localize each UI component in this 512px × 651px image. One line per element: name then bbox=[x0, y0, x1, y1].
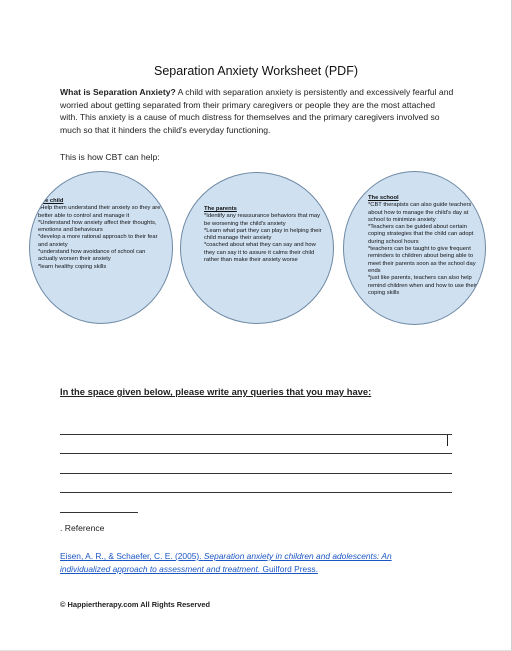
queries-prompt: In the space given below, please write any queries that you may have: bbox=[60, 386, 372, 397]
cbt-intro: This is how CBT can help: bbox=[60, 152, 160, 162]
circle-body: *Identify any reassurance behaviors that may be worsening the child's anxiety *Learn what part they can play in helping their child manage their anxiety *coached about what they can say and how they can say it to assure it calms their child rather than make their anxiety worse bbox=[204, 213, 322, 264]
reference-link[interactable] bbox=[60, 550, 440, 575]
intro-body: A child with separation anxiety is persistently and excessively fearful and worried about getting separated from their primary caregivers or people they are the most attached with. This anxiety is a cause of much distress for themselves and the primary caregivers involved so much so that it hinders the child's everyday functioning. bbox=[60, 87, 454, 135]
answer-lines[interactable] bbox=[60, 415, 452, 513]
circle-text bbox=[204, 206, 322, 264]
circle-the-parents bbox=[180, 172, 334, 324]
reference-work-title: Separation anxiety in children and adolescents: An individualized approach to assessment and treatment. bbox=[60, 551, 392, 574]
text-cursor bbox=[447, 435, 448, 446]
intro-paragraph bbox=[60, 86, 455, 136]
reference-publisher: Guilford Press. bbox=[260, 563, 318, 574]
answer-line[interactable] bbox=[60, 415, 452, 435]
copyright-footer: © Happiertherapy.com All Rights Reserved bbox=[60, 600, 211, 609]
answer-line[interactable] bbox=[60, 493, 138, 513]
reference-heading: . Reference bbox=[60, 523, 105, 533]
answer-line[interactable] bbox=[60, 454, 452, 474]
page-title: Separation Anxiety Worksheet (PDF) bbox=[153, 64, 359, 78]
circle-heading: The parents bbox=[204, 206, 237, 212]
circle-body: *Help them understand their anxiety so they are better able to control and manage it *Understand how anxiety affect their thoughts, emotions and behaviours *develop a more rational approach to their fear and anxiety *understand how avoidance of school can actually worsen their anxiety *learn healthy coping skills bbox=[38, 205, 161, 270]
intro-question: What is Separation Anxiety? bbox=[60, 87, 176, 97]
answer-line[interactable] bbox=[60, 474, 452, 494]
circle-heading: The child bbox=[38, 198, 64, 204]
circle-the-school bbox=[343, 171, 486, 325]
answer-line[interactable] bbox=[60, 435, 452, 455]
circle-body: *CBT therapists can also guide teachers about how to manage the child's day at school to minimize anxiety *Teachers can be guided about certain coping strategies that the child can adopt during school hours *teachers can be taught to give frequent reminders to children about being able to meet their parents soon as the school day ends *just like parents, teachers can also help remind children when and how to use their coping skills bbox=[368, 202, 477, 296]
circle-text bbox=[38, 198, 166, 271]
circle-text bbox=[368, 195, 478, 297]
circle-heading: The school bbox=[368, 195, 399, 201]
reference-authors: Eisen, A. R., & Schaefer, C. E. (2005). bbox=[60, 551, 204, 561]
circle-the-child bbox=[29, 171, 173, 324]
